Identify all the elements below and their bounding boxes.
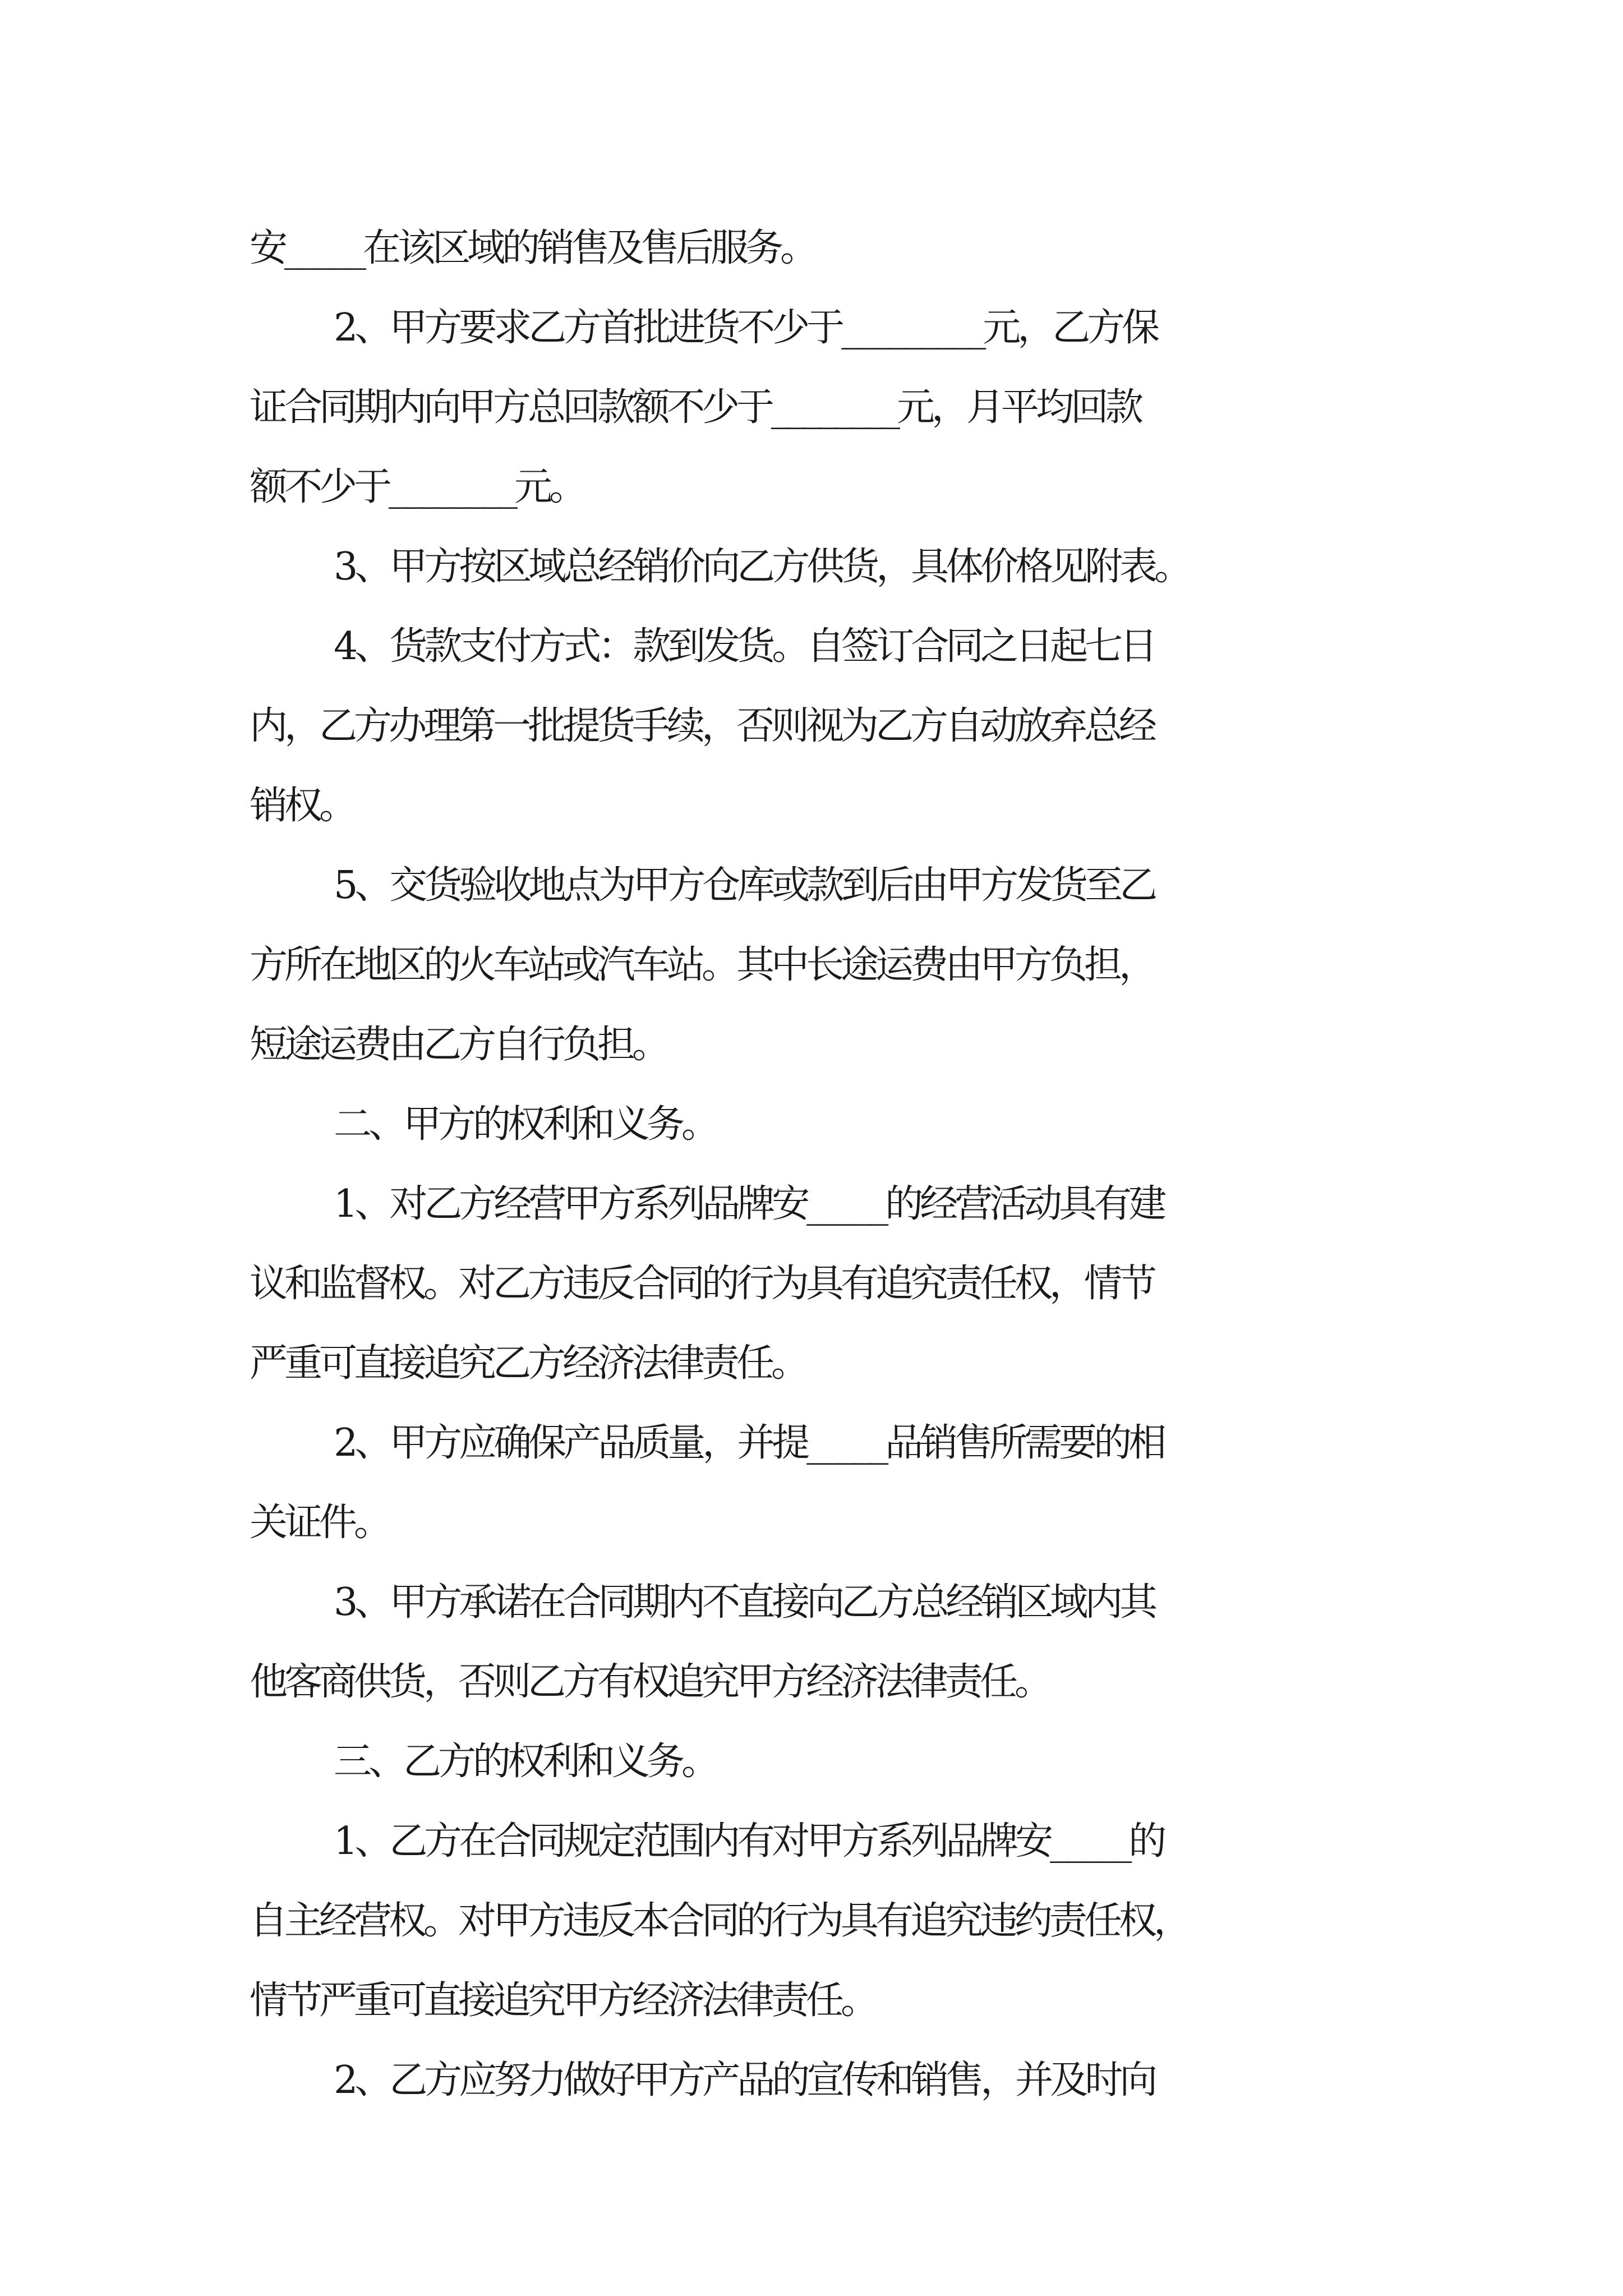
contract-text-body	[250, 209, 1388, 2120]
text-line: 额不少于________元。	[250, 465, 584, 509]
text-line: 情节严重可直接追究甲方经济法律责任。	[250, 1978, 876, 2023]
text-line: 1、对乙方经营甲方系列品牌安_____的经营活动具有建	[334, 1182, 1164, 1226]
text-line: 短途运费由乙方自行负担。	[250, 1023, 667, 1067]
text-line: 安_____在该区域的销售及售后服务。	[250, 226, 815, 270]
text-line: 2、甲方要求乙方首批进货不少于_________元，乙方保	[334, 306, 1157, 350]
text-line: 证合同期内向甲方总回款额不少于________元，月平均回款	[250, 385, 1141, 430]
text-line: 5、交货验收地点为甲方仓库或款到后由甲方发货至乙	[334, 863, 1155, 908]
text-line: 二、甲方的权利和义务。	[334, 1102, 717, 1147]
text-line: 严重可直接追究乙方经济法律责任。	[250, 1341, 806, 1386]
text-line: 3、甲方承诺在合同期内不直接向乙方总经销区域内其	[334, 1580, 1155, 1625]
text-line: 自主经营权。对甲方违反本合同的行为具有追究违约责任权，	[250, 1899, 1189, 1943]
text-line: 关证件。	[250, 1501, 389, 1545]
text-line: 3、甲方按区域总经销价向乙方供货，具体价格见附表。	[334, 545, 1189, 589]
text-line: 内，乙方办理第一批提货手续，否则视为乙方自动放弃总经	[250, 704, 1154, 748]
text-line: 1、乙方在合同规定范围内有对甲方系列品牌安_____的	[334, 1819, 1164, 1864]
text-line: 三、乙方的权利和义务。	[334, 1740, 717, 1784]
text-line: 2、乙方应努力做好甲方产品的宣传和销售，并及时向	[334, 2058, 1155, 2102]
text-line: 方所在地区的火车站或汽车站。其中长途运费由甲方负担，	[250, 943, 1154, 987]
text-line: 他客商供货，否则乙方有权追究甲方经济法律责任。	[250, 1660, 1050, 1704]
text-line: 议和监督权。对乙方违反合同的行为具有追究责任权，情节	[250, 1262, 1154, 1306]
text-line: 销权。	[250, 784, 354, 828]
text-line: 2、甲方应确保产品质量，并提_____品销售所需要的相	[334, 1421, 1164, 1465]
text-line: 4、货款支付方式：款到发货。自签订合同之日起七日	[334, 624, 1155, 669]
